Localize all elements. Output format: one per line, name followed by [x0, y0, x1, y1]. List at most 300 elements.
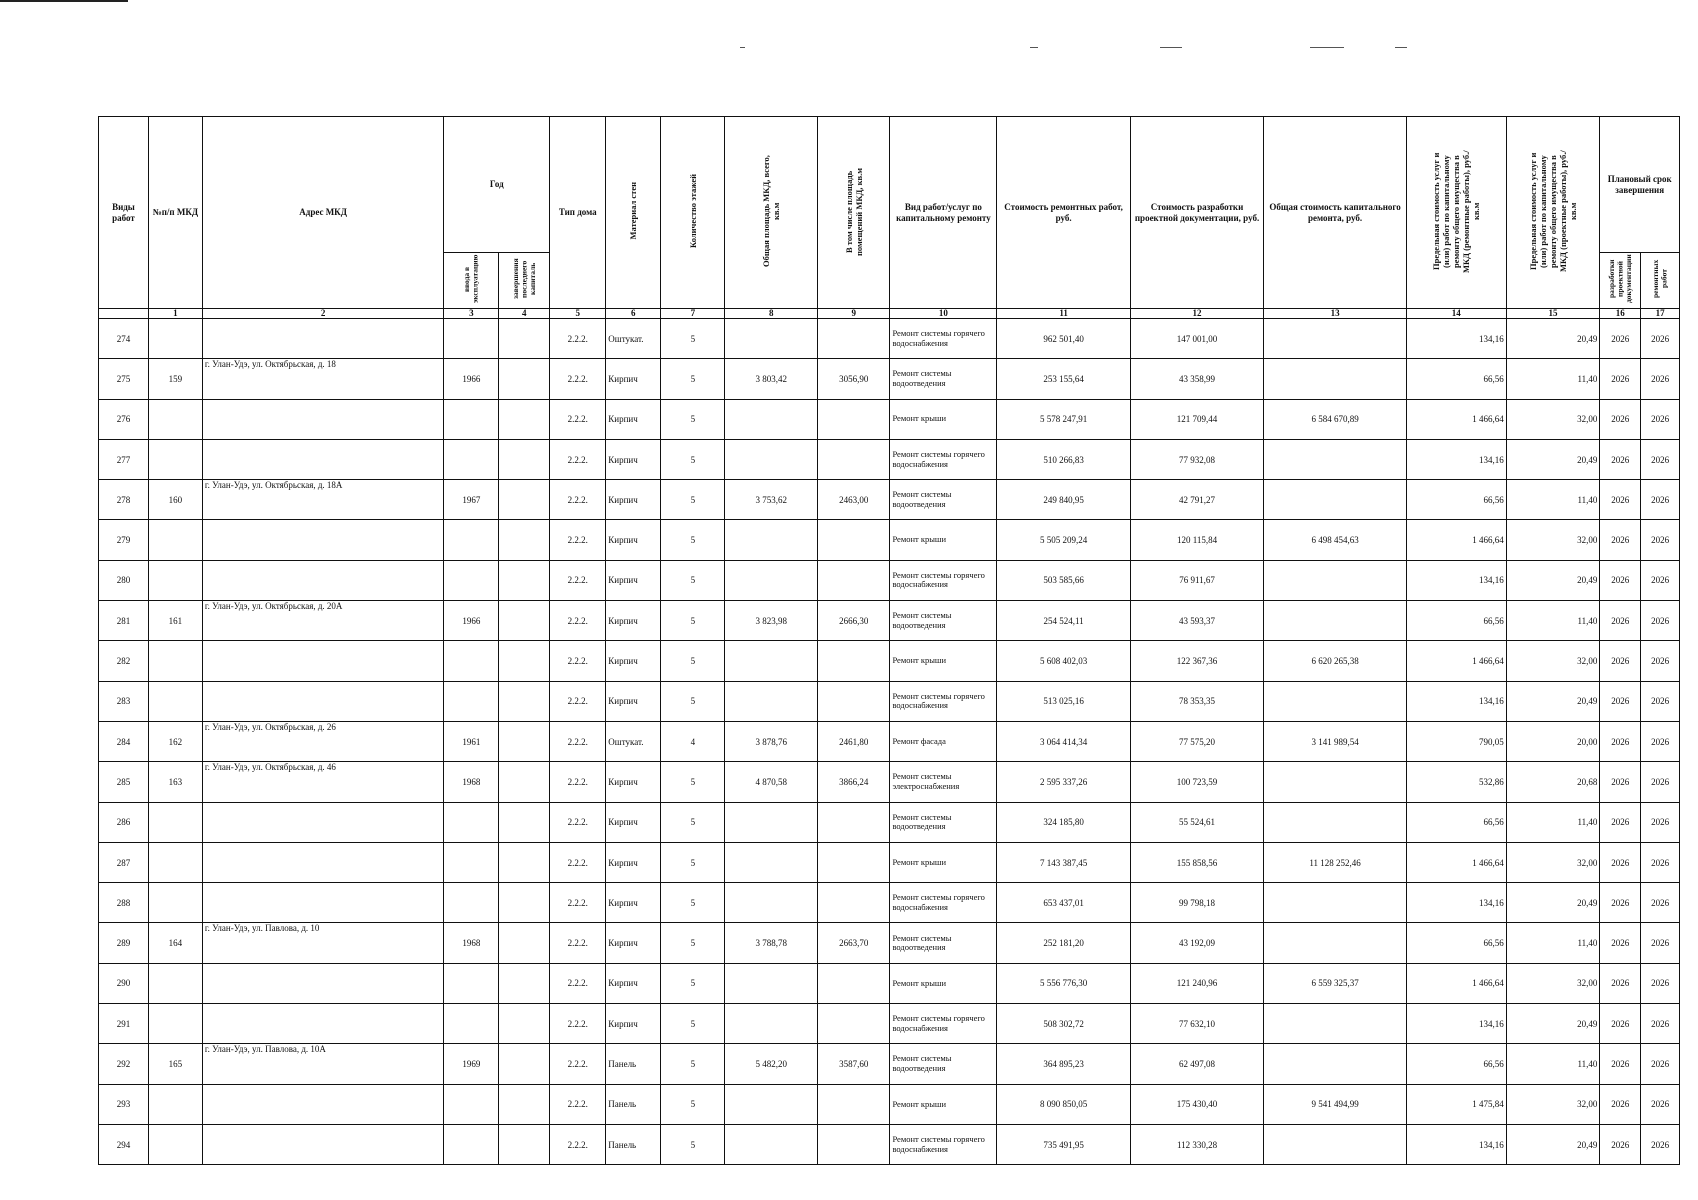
wall-material-cell: Кирпич: [606, 842, 661, 882]
total-cost-cell: [1264, 681, 1407, 721]
row-number-cell: 288: [99, 883, 149, 923]
table-row: [99, 439, 1680, 479]
mkd-number-cell: [148, 842, 202, 882]
address-cell: [202, 1084, 443, 1124]
repair-cost-cell: 364 895,23: [997, 1044, 1130, 1084]
limit-design-cell: 32,00: [1506, 963, 1600, 1003]
term-design-cell: 2026: [1600, 601, 1641, 641]
repair-cost-cell: 962 501,40: [997, 319, 1130, 359]
term-repair-cell: 2026: [1641, 399, 1680, 439]
header-row: [99, 117, 1680, 253]
address-cell: [202, 963, 443, 1003]
header-term-design: разработки проектной документации: [1600, 253, 1641, 309]
column-number: 12: [1130, 309, 1263, 319]
house-type-cell: 2.2.2.: [550, 842, 606, 882]
work-kind-cell: Ремонт крыши: [890, 520, 997, 560]
year-last-repair-cell: [499, 560, 550, 600]
total-area-cell: [725, 1004, 818, 1044]
term-design-cell: 2026: [1600, 1124, 1641, 1164]
table-row: [99, 560, 1680, 600]
floors-cell: 5: [661, 1084, 725, 1124]
year-last-repair-cell: [499, 480, 550, 520]
term-repair-cell: 2026: [1641, 1124, 1680, 1164]
year-last-repair-cell: [499, 439, 550, 479]
work-kind-cell: Ремонт крыши: [890, 1084, 997, 1124]
term-design-cell: 2026: [1600, 439, 1641, 479]
wall-material-cell: Кирпич: [606, 601, 661, 641]
total-area-cell: [725, 439, 818, 479]
row-number-cell: 274: [99, 319, 149, 359]
limit-design-cell: 20,49: [1506, 1004, 1600, 1044]
living-area-cell: [818, 883, 890, 923]
header-design-cost: Стоимость разработки проектной документации, руб.: [1130, 117, 1263, 309]
total-area-cell: [725, 963, 818, 1003]
house-type-cell: 2.2.2.: [550, 762, 606, 802]
limit-design-cell: 20,00: [1506, 721, 1600, 761]
term-repair-cell: 2026: [1641, 641, 1680, 681]
wall-material-cell: Панель: [606, 1084, 661, 1124]
mkd-number-cell: 159: [148, 359, 202, 399]
work-kind-cell: Ремонт системы водоотведения: [890, 923, 997, 963]
limit-design-cell: 20,49: [1506, 1124, 1600, 1164]
term-repair-cell: 2026: [1641, 883, 1680, 923]
limit-repair-cell: 66,56: [1406, 480, 1506, 520]
design-cost-cell: 121 240,96: [1130, 963, 1263, 1003]
house-type-cell: 2.2.2.: [550, 641, 606, 681]
floors-cell: 5: [661, 883, 725, 923]
floors-cell: 5: [661, 520, 725, 560]
term-repair-cell: 2026: [1641, 762, 1680, 802]
year-last-repair-cell: [499, 1124, 550, 1164]
limit-design-cell: 20,49: [1506, 560, 1600, 600]
header-limit-repair: Предельная стоимость услуг и (или) работ по капитальному ремонту общего имущества в МКД (ремонтные работы), руб./кв.м: [1406, 117, 1506, 309]
term-design-cell: 2026: [1600, 963, 1641, 1003]
term-repair-cell: 2026: [1641, 842, 1680, 882]
limit-repair-cell: 134,16: [1406, 883, 1506, 923]
limit-repair-cell: 134,16: [1406, 439, 1506, 479]
limit-design-cell: 20,68: [1506, 762, 1600, 802]
row-number-cell: 294: [99, 1124, 149, 1164]
header-total-cost: Общая стоимость капитального ремонта, руб.: [1264, 117, 1407, 309]
mkd-number-cell: [148, 641, 202, 681]
scan-speck: [1160, 47, 1182, 48]
repair-cost-cell: 5 556 776,30: [997, 963, 1130, 1003]
repair-cost-cell: 324 185,80: [997, 802, 1130, 842]
wall-material-cell: Оштукат.: [606, 319, 661, 359]
column-number: 17: [1641, 309, 1680, 319]
living-area-cell: [818, 1084, 890, 1124]
column-number: 10: [890, 309, 997, 319]
term-design-cell: 2026: [1600, 681, 1641, 721]
design-cost-cell: 42 791,27: [1130, 480, 1263, 520]
term-repair-cell: 2026: [1641, 681, 1680, 721]
design-cost-cell: 43 192,09: [1130, 923, 1263, 963]
total-cost-cell: 6 620 265,38: [1264, 641, 1407, 681]
scan-speck: [1030, 47, 1038, 48]
design-cost-cell: 77 932,08: [1130, 439, 1263, 479]
total-cost-cell: [1264, 1044, 1407, 1084]
column-number: 14: [1406, 309, 1506, 319]
year-last-repair-cell: [499, 601, 550, 641]
row-number-cell: 283: [99, 681, 149, 721]
address-cell: г. Улан-Удэ, ул. Октябрьская, д. 18А: [202, 480, 443, 520]
limit-design-cell: 20,49: [1506, 883, 1600, 923]
term-repair-cell: 2026: [1641, 560, 1680, 600]
design-cost-cell: 62 497,08: [1130, 1044, 1263, 1084]
scan-speck: [1395, 47, 1407, 48]
column-number: 15: [1506, 309, 1600, 319]
table-row: [99, 399, 1680, 439]
year-commission-cell: 1966: [444, 601, 499, 641]
mkd-number-cell: [148, 1004, 202, 1044]
table-row: [99, 1084, 1680, 1124]
limit-repair-cell: 66,56: [1406, 802, 1506, 842]
total-cost-cell: [1264, 923, 1407, 963]
house-type-cell: 2.2.2.: [550, 520, 606, 560]
term-repair-cell: 2026: [1641, 601, 1680, 641]
limit-repair-cell: 134,16: [1406, 560, 1506, 600]
year-commission-cell: 1961: [444, 721, 499, 761]
year-commission-cell: [444, 842, 499, 882]
total-area-cell: 3 788,78: [725, 923, 818, 963]
limit-repair-cell: 1 466,64: [1406, 641, 1506, 681]
wall-material-cell: Кирпич: [606, 681, 661, 721]
wall-material-cell: Кирпич: [606, 762, 661, 802]
address-cell: [202, 1124, 443, 1164]
house-type-cell: 2.2.2.: [550, 399, 606, 439]
floors-cell: 5: [661, 963, 725, 1003]
mkd-number-cell: 163: [148, 762, 202, 802]
work-kind-cell: Ремонт системы горячего водоснабжения: [890, 560, 997, 600]
total-area-cell: [725, 1084, 818, 1124]
header-repair-cost: Стоимость ремонтных работ, руб.: [997, 117, 1130, 309]
column-number: 11: [997, 309, 1130, 319]
repair-cost-cell: 8 090 850,05: [997, 1084, 1130, 1124]
term-repair-cell: 2026: [1641, 359, 1680, 399]
total-cost-cell: 9 541 494,99: [1264, 1084, 1407, 1124]
column-number: 9: [818, 309, 890, 319]
term-repair-cell: 2026: [1641, 319, 1680, 359]
design-cost-cell: 77 575,20: [1130, 721, 1263, 761]
living-area-cell: [818, 439, 890, 479]
year-last-repair-cell: [499, 399, 550, 439]
total-area-cell: [725, 520, 818, 560]
total-area-cell: [725, 641, 818, 681]
mkd-number-cell: [148, 963, 202, 1003]
design-cost-cell: 121 709,44: [1130, 399, 1263, 439]
address-cell: [202, 681, 443, 721]
term-design-cell: 2026: [1600, 1084, 1641, 1124]
limit-repair-cell: 1 466,64: [1406, 842, 1506, 882]
floors-cell: 5: [661, 762, 725, 802]
work-kind-cell: Ремонт системы водоотведения: [890, 480, 997, 520]
year-commission-cell: [444, 520, 499, 560]
total-area-cell: [725, 681, 818, 721]
total-cost-cell: 11 128 252,46: [1264, 842, 1407, 882]
term-repair-cell: 2026: [1641, 520, 1680, 560]
wall-material-cell: Кирпич: [606, 560, 661, 600]
year-commission-cell: [444, 802, 499, 842]
wall-material-cell: Панель: [606, 1044, 661, 1084]
total-cost-cell: [1264, 1124, 1407, 1164]
row-number-cell: 287: [99, 842, 149, 882]
wall-material-cell: Кирпич: [606, 399, 661, 439]
work-kind-cell: Ремонт крыши: [890, 842, 997, 882]
term-repair-cell: 2026: [1641, 721, 1680, 761]
mkd-number-cell: [148, 1124, 202, 1164]
limit-repair-cell: 134,16: [1406, 1004, 1506, 1044]
mkd-number-cell: [148, 319, 202, 359]
work-kind-cell: Ремонт системы горячего водоснабжения: [890, 319, 997, 359]
floors-cell: 5: [661, 399, 725, 439]
column-number: 7: [661, 309, 725, 319]
design-cost-cell: 43 593,37: [1130, 601, 1263, 641]
living-area-cell: [818, 963, 890, 1003]
term-design-cell: 2026: [1600, 802, 1641, 842]
floors-cell: 5: [661, 359, 725, 399]
living-area-cell: [818, 399, 890, 439]
row-number-cell: 285: [99, 762, 149, 802]
mkd-number-cell: [148, 802, 202, 842]
mkd-number-cell: [148, 399, 202, 439]
work-kind-cell: Ремонт крыши: [890, 641, 997, 681]
table-row: [99, 762, 1680, 802]
wall-material-cell: Кирпич: [606, 520, 661, 560]
house-type-cell: 2.2.2.: [550, 359, 606, 399]
capital-repair-table: [98, 116, 1680, 1165]
floors-cell: 5: [661, 802, 725, 842]
year-last-repair-cell: [499, 842, 550, 882]
work-kind-cell: Ремонт фасада: [890, 721, 997, 761]
table-row: [99, 319, 1680, 359]
limit-repair-cell: 1 475,84: [1406, 1084, 1506, 1124]
term-design-cell: 2026: [1600, 1044, 1641, 1084]
address-cell: [202, 399, 443, 439]
limit-repair-cell: 790,05: [1406, 721, 1506, 761]
table-row: [99, 721, 1680, 761]
living-area-cell: [818, 681, 890, 721]
house-type-cell: 2.2.2.: [550, 721, 606, 761]
floors-cell: 5: [661, 842, 725, 882]
row-number-cell: 280: [99, 560, 149, 600]
work-kind-cell: Ремонт системы водоотведения: [890, 601, 997, 641]
column-number: [99, 309, 149, 319]
total-area-cell: [725, 1124, 818, 1164]
house-type-cell: 2.2.2.: [550, 963, 606, 1003]
work-kind-cell: Ремонт системы водоотведения: [890, 1044, 997, 1084]
total-area-cell: [725, 883, 818, 923]
floors-cell: 5: [661, 923, 725, 963]
term-repair-cell: 2026: [1641, 480, 1680, 520]
term-design-cell: 2026: [1600, 923, 1641, 963]
design-cost-cell: 122 367,36: [1130, 641, 1263, 681]
wall-material-cell: Кирпич: [606, 359, 661, 399]
repair-cost-cell: 735 491,95: [997, 1124, 1130, 1164]
limit-design-cell: 32,00: [1506, 1084, 1600, 1124]
house-type-cell: 2.2.2.: [550, 923, 606, 963]
year-commission-cell: [444, 641, 499, 681]
mkd-number-cell: [148, 681, 202, 721]
limit-repair-cell: 532,86: [1406, 762, 1506, 802]
table-row: [99, 359, 1680, 399]
repair-cost-cell: 508 302,72: [997, 1004, 1130, 1044]
scan-speck: [740, 47, 745, 48]
header-address: Адрес МКД: [202, 117, 443, 309]
year-last-repair-cell: [499, 359, 550, 399]
year-commission-cell: [444, 399, 499, 439]
table-row: [99, 1124, 1680, 1164]
mkd-number-cell: 160: [148, 480, 202, 520]
limit-design-cell: 32,00: [1506, 842, 1600, 882]
floors-cell: 5: [661, 560, 725, 600]
year-last-repair-cell: [499, 520, 550, 560]
total-area-cell: 3 878,76: [725, 721, 818, 761]
term-repair-cell: 2026: [1641, 802, 1680, 842]
column-number: 1: [148, 309, 202, 319]
living-area-cell: 2461,80: [818, 721, 890, 761]
repair-cost-cell: 252 181,20: [997, 923, 1130, 963]
floors-cell: 5: [661, 1044, 725, 1084]
total-area-cell: [725, 842, 818, 882]
limit-design-cell: 11,40: [1506, 802, 1600, 842]
term-design-cell: 2026: [1600, 520, 1641, 560]
design-cost-cell: 147 001,00: [1130, 319, 1263, 359]
term-design-cell: 2026: [1600, 883, 1641, 923]
total-area-cell: 3 753,62: [725, 480, 818, 520]
wall-material-cell: Кирпич: [606, 480, 661, 520]
year-commission-cell: 1968: [444, 923, 499, 963]
repair-cost-cell: 2 595 337,26: [997, 762, 1130, 802]
total-cost-cell: [1264, 319, 1407, 359]
living-area-cell: 2666,30: [818, 601, 890, 641]
work-kind-cell: Ремонт системы горячего водоснабжения: [890, 883, 997, 923]
year-commission-cell: [444, 1004, 499, 1044]
column-number: 3: [444, 309, 499, 319]
living-area-cell: 2463,00: [818, 480, 890, 520]
repair-cost-cell: 5 578 247,91: [997, 399, 1130, 439]
living-area-cell: 2663,70: [818, 923, 890, 963]
year-last-repair-cell: [499, 923, 550, 963]
house-type-cell: 2.2.2.: [550, 1004, 606, 1044]
table-row: [99, 601, 1680, 641]
design-cost-cell: 100 723,59: [1130, 762, 1263, 802]
limit-design-cell: 11,40: [1506, 923, 1600, 963]
living-area-cell: [818, 1124, 890, 1164]
living-area-cell: [818, 641, 890, 681]
mkd-number-cell: 164: [148, 923, 202, 963]
total-cost-cell: [1264, 883, 1407, 923]
year-commission-cell: [444, 319, 499, 359]
term-repair-cell: 2026: [1641, 1044, 1680, 1084]
address-cell: [202, 1004, 443, 1044]
total-cost-cell: [1264, 802, 1407, 842]
living-area-cell: 3056,90: [818, 359, 890, 399]
total-area-cell: 3 823,98: [725, 601, 818, 641]
limit-repair-cell: 66,56: [1406, 923, 1506, 963]
total-area-cell: 4 870,58: [725, 762, 818, 802]
limit-design-cell: 20,49: [1506, 681, 1600, 721]
design-cost-cell: 43 358,99: [1130, 359, 1263, 399]
row-number-cell: 281: [99, 601, 149, 641]
row-number-cell: 277: [99, 439, 149, 479]
term-design-cell: 2026: [1600, 842, 1641, 882]
work-kind-cell: Ремонт крыши: [890, 963, 997, 1003]
table-row: [99, 802, 1680, 842]
row-number-cell: 284: [99, 721, 149, 761]
term-design-cell: 2026: [1600, 1004, 1641, 1044]
row-number-cell: 278: [99, 480, 149, 520]
wall-material-cell: Кирпич: [606, 963, 661, 1003]
year-commission-cell: 1969: [444, 1044, 499, 1084]
year-commission-cell: [444, 963, 499, 1003]
row-number-cell: 279: [99, 520, 149, 560]
house-type-cell: 2.2.2.: [550, 681, 606, 721]
repair-cost-cell: 254 524,11: [997, 601, 1130, 641]
floors-cell: 5: [661, 480, 725, 520]
limit-repair-cell: 66,56: [1406, 1044, 1506, 1084]
header-living-area: В том числе площадь помещений МКД, кв.м: [818, 117, 890, 309]
limit-repair-cell: 134,16: [1406, 681, 1506, 721]
address-cell: [202, 520, 443, 560]
design-cost-cell: 120 115,84: [1130, 520, 1263, 560]
repair-cost-cell: 503 585,66: [997, 560, 1130, 600]
mkd-number-cell: 165: [148, 1044, 202, 1084]
year-last-repair-cell: [499, 319, 550, 359]
wall-material-cell: Кирпич: [606, 923, 661, 963]
floors-cell: 5: [661, 641, 725, 681]
house-type-cell: 2.2.2.: [550, 439, 606, 479]
year-last-repair-cell: [499, 681, 550, 721]
address-cell: г. Улан-Удэ, ул. Октябрьская, д. 26: [202, 721, 443, 761]
repair-cost-cell: 249 840,95: [997, 480, 1130, 520]
term-design-cell: 2026: [1600, 480, 1641, 520]
year-commission-cell: 1967: [444, 480, 499, 520]
total-area-cell: [725, 399, 818, 439]
mkd-number-cell: [148, 883, 202, 923]
header-planned-term: Плановый срок завершения: [1600, 117, 1680, 253]
mkd-number-cell: [148, 1084, 202, 1124]
total-area-cell: [725, 319, 818, 359]
repair-cost-cell: 5 505 209,24: [997, 520, 1130, 560]
table-row: [99, 883, 1680, 923]
header-term-repair: ремонтных работ: [1641, 253, 1680, 309]
work-kind-cell: Ремонт системы горячего водоснабжения: [890, 1124, 997, 1164]
house-type-cell: 2.2.2.: [550, 560, 606, 600]
house-type-cell: 2.2.2.: [550, 1044, 606, 1084]
house-type-cell: 2.2.2.: [550, 1124, 606, 1164]
term-design-cell: 2026: [1600, 560, 1641, 600]
column-number: 8: [725, 309, 818, 319]
year-last-repair-cell: [499, 1044, 550, 1084]
total-cost-cell: [1264, 601, 1407, 641]
header-floors: Количество этажей: [661, 117, 725, 309]
limit-repair-cell: 1 466,64: [1406, 399, 1506, 439]
row-number-cell: 275: [99, 359, 149, 399]
table-row: [99, 480, 1680, 520]
column-number-row: [99, 309, 1680, 319]
address-cell: [202, 319, 443, 359]
year-last-repair-cell: [499, 1084, 550, 1124]
limit-design-cell: 32,00: [1506, 520, 1600, 560]
design-cost-cell: 78 353,35: [1130, 681, 1263, 721]
house-type-cell: 2.2.2.: [550, 480, 606, 520]
year-last-repair-cell: [499, 883, 550, 923]
table-row: [99, 520, 1680, 560]
header-year-commission: ввода в эксплуатацию: [444, 253, 499, 309]
year-commission-cell: [444, 560, 499, 600]
term-repair-cell: 2026: [1641, 439, 1680, 479]
term-repair-cell: 2026: [1641, 1004, 1680, 1044]
